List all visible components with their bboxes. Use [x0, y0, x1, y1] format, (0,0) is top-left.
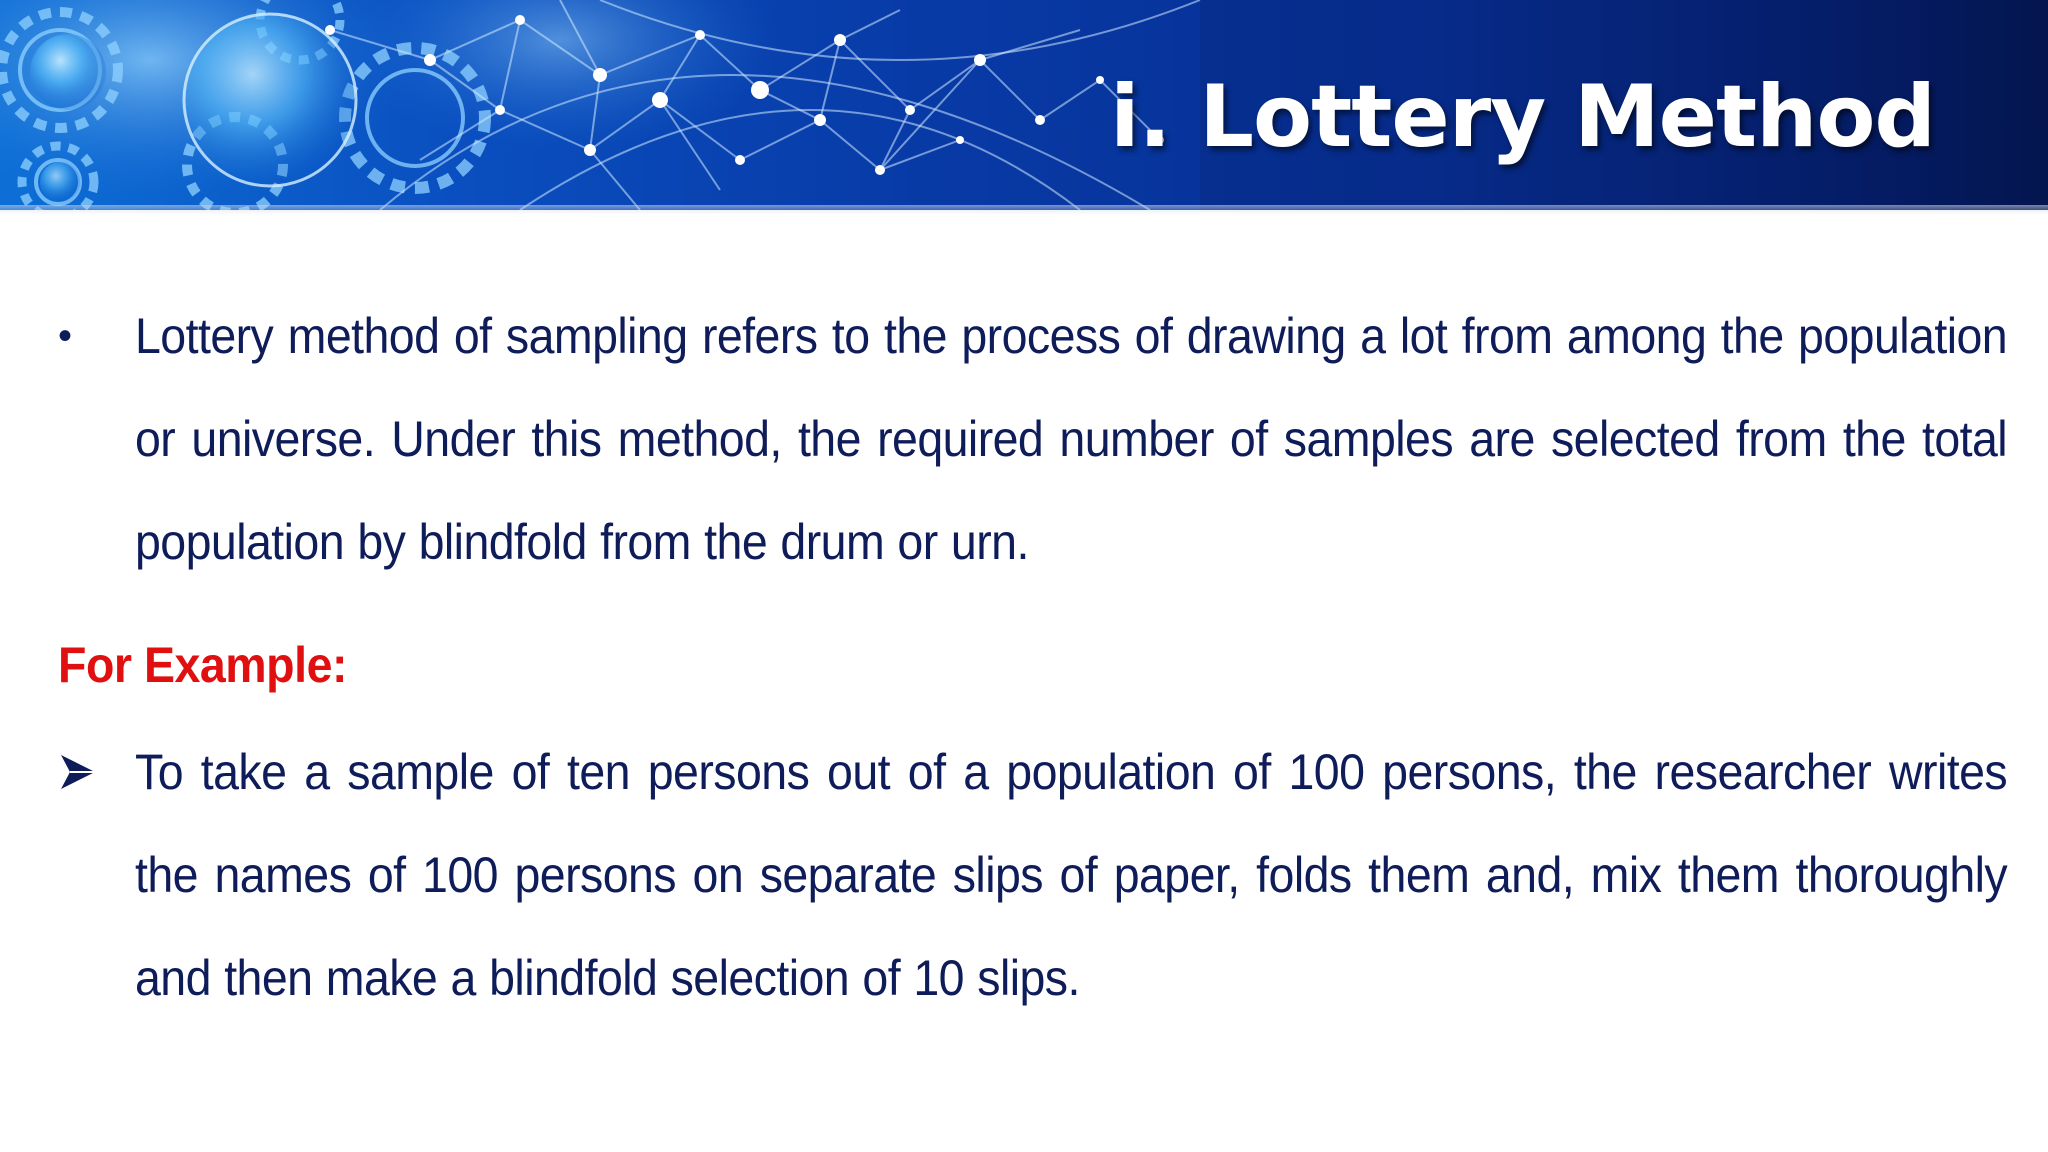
slide-title: i. Lottery Method: [1110, 67, 1935, 167]
arrowhead-bullet-icon: [58, 752, 98, 792]
example-heading: For Example:: [58, 637, 347, 693]
definition-text: Lottery method of sampling refers to the process of drawing a lot from among the population or universe. Under this method, the required number of samples are selected from the total population by blindfold from the drum or urn.: [135, 308, 2008, 570]
round-bullet-icon: •: [58, 314, 73, 358]
header-banner: [0, 0, 2048, 210]
slide-body: [0, 215, 2048, 1152]
example-text: To take a sample of ten persons out of a population of 100 persons, the researcher writes the names of 100 persons on separate slips of paper, folds them and, mix them thoroughly and then make a blindfold selection of 10 slips.: [135, 744, 2008, 1006]
banner-divider: [0, 205, 2048, 215]
